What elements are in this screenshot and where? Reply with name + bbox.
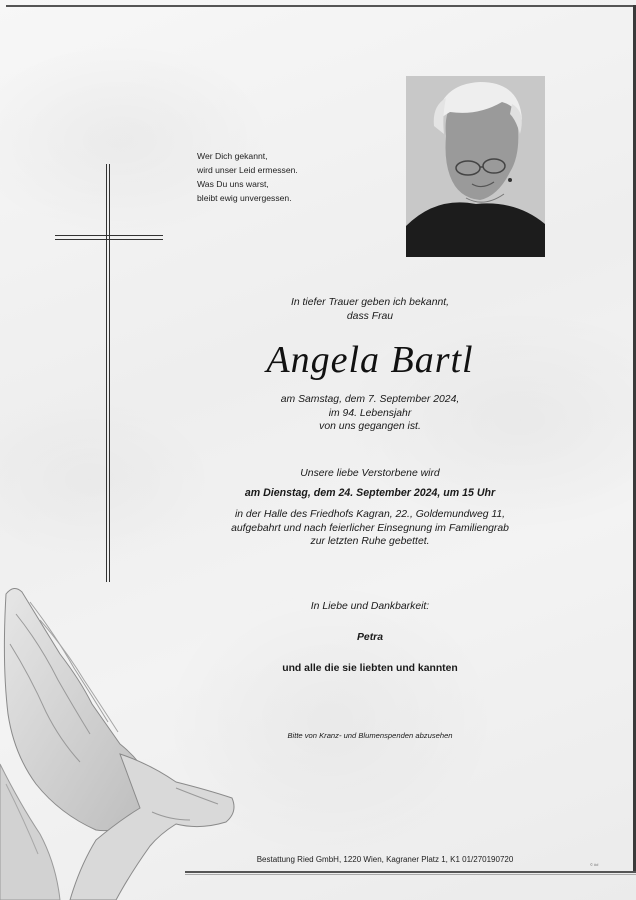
love-gratitude: In Liebe und Dankbarkeit:: [310, 601, 430, 612]
frame-bottom-line: [185, 871, 636, 873]
signer-name: Petra: [357, 632, 383, 643]
portrait-icon: [406, 76, 545, 257]
funeral-place-line: aufgebahrt und nach feierlicher Einsegnung im Familiengrab: [231, 522, 509, 534]
funeral-place: [190, 508, 550, 549]
intro-text: [190, 296, 550, 323]
poem-line: Wer Dich gekannt,: [197, 151, 268, 161]
funeral-lead: Unsere liebe Verstorbene wird: [300, 468, 440, 479]
death-line: im 94. Lebensjahr: [328, 407, 412, 419]
all-who-loved: und alle die sie liebten und kannten: [282, 663, 458, 674]
memorial-poem: [197, 149, 357, 205]
portrait-photo: [406, 76, 545, 257]
praying-hands-icon: [0, 584, 240, 900]
cross-horizontal-bar: [55, 235, 163, 240]
death-line: am Samstag, dem 7. September 2024,: [280, 394, 460, 405]
death-notice: [190, 393, 550, 434]
funeral-date: am Dienstag, dem 24. September 2024, um 15 Uhr: [244, 487, 496, 499]
frame-bottom-shadow: [185, 874, 636, 875]
footer-logo: © ##: [590, 862, 599, 867]
cross-vertical-bar: [106, 164, 110, 582]
donations-note: Bitte von Kranz- und Blumenspenden abzusehen: [287, 731, 453, 740]
poem-line: bleibt ewig unvergessen.: [197, 193, 292, 203]
funeral-place-line: zur letzten Ruhe gebettet.: [310, 536, 430, 547]
poem-line: Was Du uns warst,: [197, 179, 269, 189]
intro-line: In tiefer Trauer geben ich bekannt,: [290, 297, 450, 308]
death-line: von uns gegangen ist.: [319, 421, 421, 432]
intro-line: dass Frau: [346, 310, 394, 322]
funeral-home-footer: Bestattung Ried GmbH, 1220 Wien, Kagraner Platz 1, K1 01/270190720: [256, 855, 514, 864]
frame-top-line: [6, 5, 634, 7]
funeral-place-line: in der Halle des Friedhofs Kagran, 22., Goldemundweg 11,: [234, 509, 506, 520]
poem-line: wird unser Leid ermessen.: [197, 165, 298, 175]
deceased-name: Angela Bartl: [266, 339, 474, 381]
